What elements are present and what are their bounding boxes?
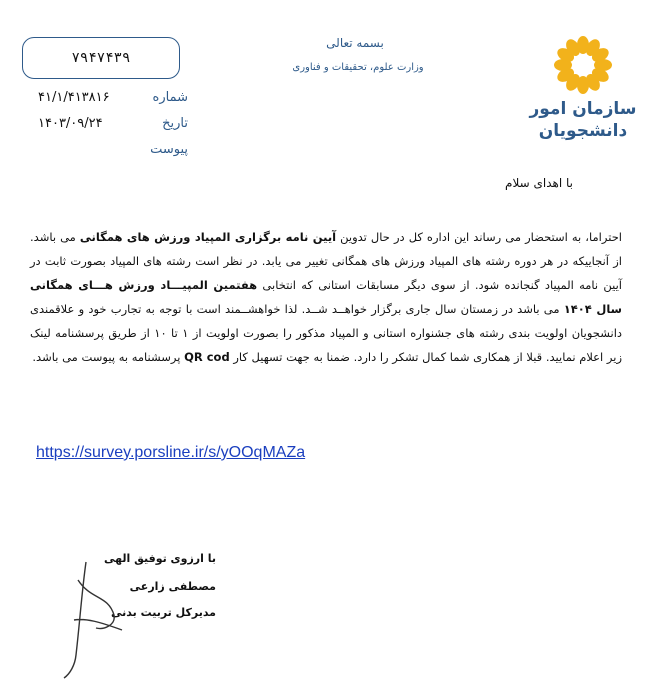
signatory-name: مصطفی زارعی — [129, 580, 216, 593]
body-text-3: می باشد در زمستان سال جاری برگزار خواهــد شــد. لذا خواهشــمند است با توجه به تجارب خود و علاقمندی دانشجویان اولویت بندی رشته های جشنواره استانی و المپیاد مذکور را بصورت اولویت از ۱ تا ۱۰ از طریق پرسشنامه لینک زیر اعلام نمایید. قبلا از همکاری شما کمال تشکر را دارد. ضمنا به جهت تسهیل کار — [30, 302, 623, 364]
body-text-1: احتراما، به استحضار می رساند این اداره کل در حال تدوین — [336, 230, 622, 244]
signature-closing: با ارزوی توفیق الهی — [103, 552, 216, 565]
meta-row-date — [38, 116, 188, 142]
letter-date-value: ۱۴۰۳/۰۹/۲۴ — [38, 116, 103, 131]
meta-row-attachment — [38, 142, 188, 168]
body-bold-3: QR cod — [184, 350, 230, 364]
letter-number-value: ۴۱/۱/۴۱۳۸۱۶ — [38, 90, 110, 105]
handwritten-signature-icon — [56, 560, 136, 679]
document-code-box: ۷۹۴۷۴۳۹ — [22, 37, 180, 79]
letter-date-label: تاریخ — [162, 116, 188, 131]
signatory-title: مدیرکل تربیت بدنی — [111, 606, 216, 619]
body-bold-1: آیین نامه برگزاری المپیاد ورزش های همگانی — [79, 230, 337, 244]
ministry-name: وزارت علوم، تحقیقات و فناوری — [292, 62, 424, 73]
organization-logo-icon — [552, 34, 614, 96]
meta-row-number — [38, 90, 188, 116]
letter-meta — [38, 90, 188, 168]
bismillah-heading: بسمه تعالی — [326, 36, 384, 50]
org-name-line2: دانشجویان — [538, 121, 628, 141]
body-text-2: می باشد. از آنجاییکه در هر دوره رشته های المپیاد ورزش های همگانی تغییر می یابد. در نظر است رشته های المپیاد بصورت ثابت در آیین نامه المپیاد گنجانده شود. از سوی دیگر مسابقات استانی که انتخابی — [30, 230, 623, 292]
letter-body — [30, 225, 622, 369]
body-bold-2: هفتمین المپیـــاد ورزش هـــای همگانی سال ۱۴۰۴ — [30, 278, 622, 316]
letter-attachment-label: پیوست — [150, 142, 188, 157]
letter-number-label: شماره — [152, 90, 188, 105]
letter-attachment-value — [38, 142, 135, 168]
survey-link[interactable]: https://survey.porsline.ir/s/yOOqMAZa — [36, 444, 306, 461]
org-name-line1: سازمان امور — [529, 99, 637, 119]
body-text-4: پرسشنامه به پیوست می باشد. — [32, 350, 185, 364]
organization-name — [520, 98, 646, 142]
greeting: با اهدای سلام — [505, 176, 573, 190]
